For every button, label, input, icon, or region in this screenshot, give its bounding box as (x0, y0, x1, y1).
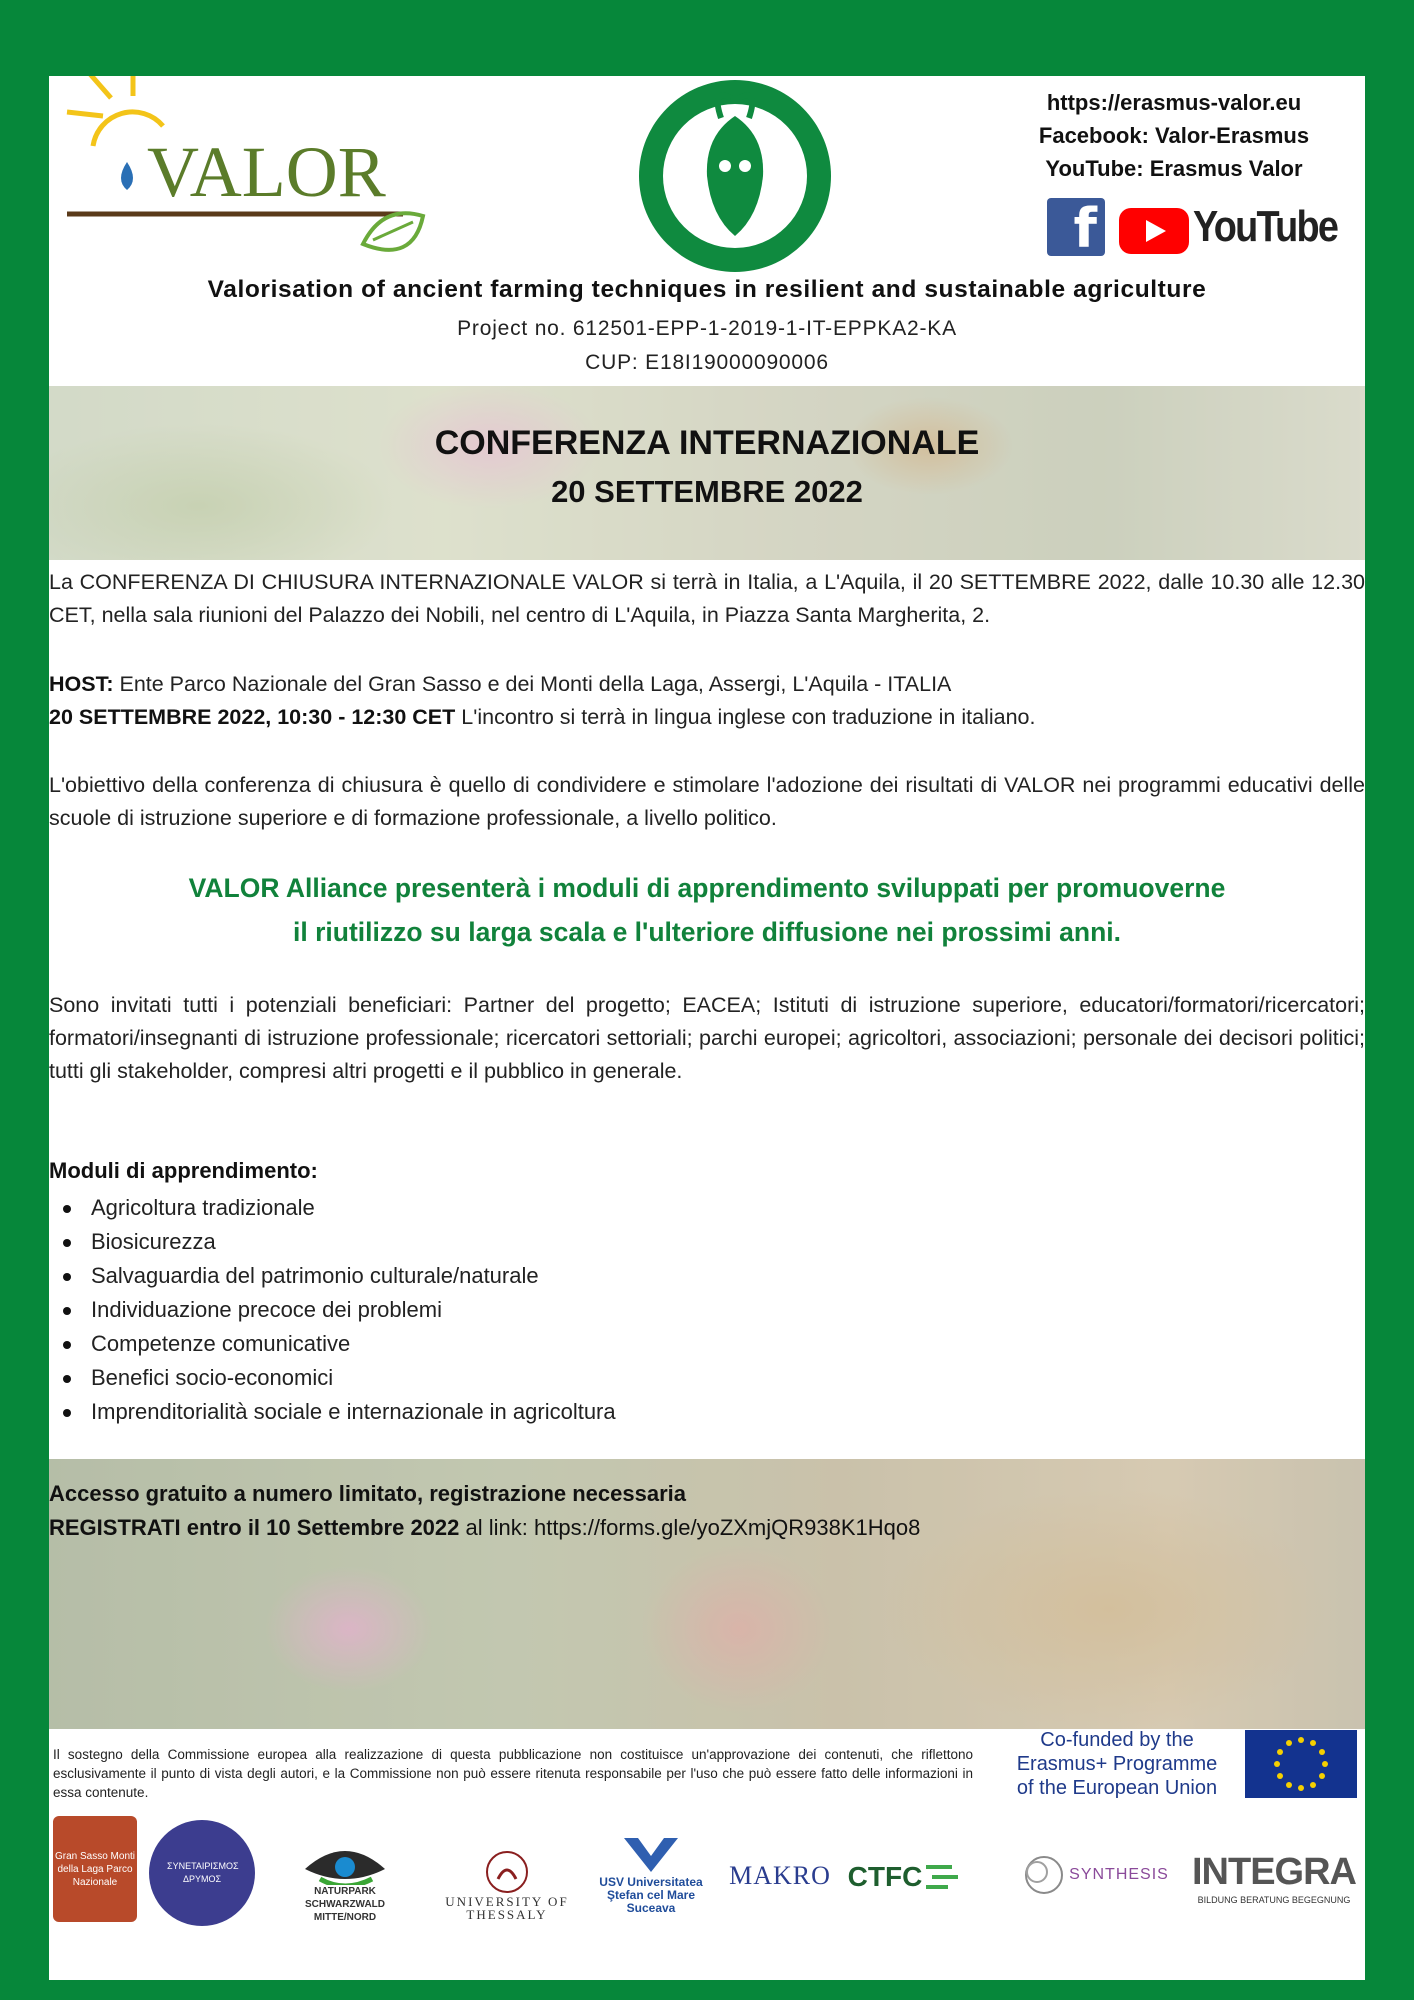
register-line (49, 1515, 920, 1541)
eu-star-icon (1322, 1761, 1328, 1767)
usv-text: USV Universitatea Ştefan cel Mare Suceava (599, 1874, 703, 1915)
host-paragraph (49, 668, 1365, 734)
eu-star-icon (1286, 1782, 1292, 1788)
host-label: HOST: (49, 672, 114, 696)
integra-text: INTEGRA (1192, 1851, 1356, 1893)
youtube-play-icon[interactable] (1119, 208, 1189, 254)
facebook-icon[interactable]: f (1047, 198, 1105, 256)
dryomos-text: ΣΥΝΕΤΑΙΡΙΣΜΟΣ ΔΡΥΜΟΣ (167, 1861, 239, 1884)
list-item: Agricoltura tradizionale (91, 1191, 616, 1225)
contact-block (1009, 86, 1339, 185)
eu-flag-icon (1245, 1730, 1357, 1798)
gran-sasso-logo (53, 1816, 137, 1922)
project-subtitle: Valorisation of ancient farming techniques in resilient and sustainable agriculture (207, 276, 1207, 303)
eu-star-icon (1274, 1761, 1280, 1767)
eu-line-3: of the European Union (1016, 1777, 1218, 1799)
eu-cofunded-text (997, 1728, 1237, 1800)
eu-star-icon (1298, 1785, 1304, 1791)
eu-star-icon (1277, 1749, 1283, 1755)
conference-title: CONFERENZA INTERNAZIONALE (434, 424, 980, 462)
usv-wings-icon (616, 1832, 686, 1876)
invited-paragraph: Sono invitati tutti i potenziali beneficiari: Partner del progetto; EACEA; Istituti di istruzione superiore, educatori/formatori/ricercatori; formatori/insegnanti di istruzione professionale; ricercatori settoriali; parchi europei; agricoltori, associazioni; personale dei decisori politici; tutti gli stakeholder, compresi altri progetti e il pubblico in generale. (49, 993, 1365, 1083)
eu-star-icon (1310, 1782, 1316, 1788)
time-label: 20 SETTEMBRE 2022, 10:30 - 12:30 CET (49, 705, 456, 729)
host-text: Ente Parco Nazionale del Gran Sasso e dei Monti della Laga, Assergi, L'Aquila - ITALIA (113, 672, 952, 696)
facebook-link[interactable]: Facebook: Valor-Erasmus (1038, 123, 1310, 148)
ctfc-logo (845, 1852, 965, 1902)
youtube-wordmark: YouTube (1193, 202, 1338, 251)
access-note: Accesso gratuito a numero limitato, registrazione necessaria (49, 1481, 686, 1506)
flyer-page (49, 76, 1365, 1980)
registration-banner (49, 1459, 1365, 1729)
conference-banner (49, 386, 1365, 560)
list-item: Biosicurezza (91, 1225, 616, 1259)
highlight-line-1: VALOR Alliance presenterà i moduli di apprendimento sviluppati per promuoverne (188, 873, 1226, 903)
eu-star-icon (1298, 1737, 1304, 1743)
eu-line-2: Erasmus+ Programme (1016, 1753, 1218, 1775)
eye-icon (300, 1839, 390, 1885)
eu-disclaimer: Il sostegno della Commissione europea alla realizzazione di questa pubblicazione non costituisce un'approvazione dei contenuti, che riflettono esclusivamente il punto di vista degli autori, e la Commissione non può essere ritenuta responsabile per l'uso che può essere fatto delle informazioni in essa contenute. (53, 1747, 973, 1800)
thessaly-seal-icon (484, 1849, 530, 1895)
ctfc-text: CTFC (847, 1861, 923, 1892)
modules-list (91, 1191, 616, 1429)
makro-logo (725, 1856, 835, 1896)
synthesis-text: SYNTHESIS (1069, 1866, 1169, 1883)
register-link[interactable]: al link: https://forms.gle/yoZXmjQR938K1Hqo8 (459, 1515, 921, 1540)
gran-sasso-text: Gran Sasso Monti della Laga Parco Nazionale (54, 1850, 136, 1888)
list-item: Imprenditorialità sociale e internazionale in agricoltura (91, 1395, 616, 1429)
time-text: L'incontro si terrà in lingua inglese con traduzione in italiano. (455, 705, 1036, 729)
dryomos-logo (149, 1820, 255, 1926)
integra-tagline: BILDUNG BERATUNG BEGEGNUNG (1197, 1895, 1351, 1905)
usv-logo (591, 1808, 711, 1938)
eu-star-icon (1286, 1740, 1292, 1746)
valor-logo-text: VALOR (147, 132, 386, 212)
integra-logo (1189, 1844, 1359, 1914)
modules-heading: Moduli di apprendimento: (49, 1158, 318, 1183)
eu-star-icon (1310, 1740, 1316, 1746)
highlight-line-2: il riutilizzo su larga scala e l'ulteriore diffusione nei prossimi anni. (293, 917, 1121, 947)
youtube-link[interactable]: YouTube: Erasmus Valor (1045, 156, 1303, 181)
eu-star-icon (1277, 1773, 1283, 1779)
thessaly-logo (437, 1840, 577, 1930)
naturpark-logo (275, 1836, 415, 1926)
intro-paragraph: La CONFERENZA DI CHIUSURA INTERNAZIONALE VALOR si terrà in Italia, a L'Aquila, il 20 SETTEMBRE 2022, dalle 10.30 alle 12.30 CET, nella sala riunioni del Palazzo dei Nobili, nel centro di L'Aquila, in Piazza Santa Margherita, 2. (49, 570, 1365, 627)
list-item: Salvaguardia del patrimonio culturale/naturale (91, 1259, 616, 1293)
eu-star-icon (1319, 1749, 1325, 1755)
social-icons (1041, 198, 1341, 260)
project-number: Project no. 612501-EPP-1-2019-1-IT-EPPKA2-KA (457, 317, 957, 340)
park-logo (635, 76, 835, 276)
eu-line-1: Co-funded by the (1040, 1729, 1194, 1751)
list-item: Individuazione precoce dei problemi (91, 1293, 616, 1327)
objective-paragraph: L'obiettivo della conferenza di chiusura è quello di condividere e stimolare l'adozione dei risultati di VALOR nei programmi educativi delle scuole di istruzione superiore e di formazione professionale, a livello politico. (49, 773, 1365, 830)
highlight-statement (49, 866, 1365, 954)
partner-logos (49, 1816, 1365, 1956)
cup-code: CUP: E18I19000090006 (585, 351, 829, 374)
list-item: Competenze comunicative (91, 1327, 616, 1361)
register-label: REGISTRATI entro il 10 Settembre 2022 (49, 1515, 460, 1540)
synthesis-swirl-icon (1019, 1850, 1069, 1900)
website-link[interactable]: https://erasmus-valor.eu (1046, 90, 1302, 115)
naturpark-text: NATURPARK SCHWARZWALD MITTE/NORD (305, 1885, 385, 1923)
thessaly-text: UNIVERSITY OF THESSALY (445, 1894, 569, 1922)
synthesis-logo (1009, 1840, 1179, 1910)
ctfc-arrow-icon (922, 1857, 962, 1897)
eu-star-icon (1319, 1773, 1325, 1779)
conference-date: 20 SETTEMBRE 2022 (551, 474, 863, 509)
valor-logo (63, 76, 463, 294)
list-item: Benefici socio-economici (91, 1361, 616, 1395)
makro-text: MAKRO (729, 1861, 831, 1890)
